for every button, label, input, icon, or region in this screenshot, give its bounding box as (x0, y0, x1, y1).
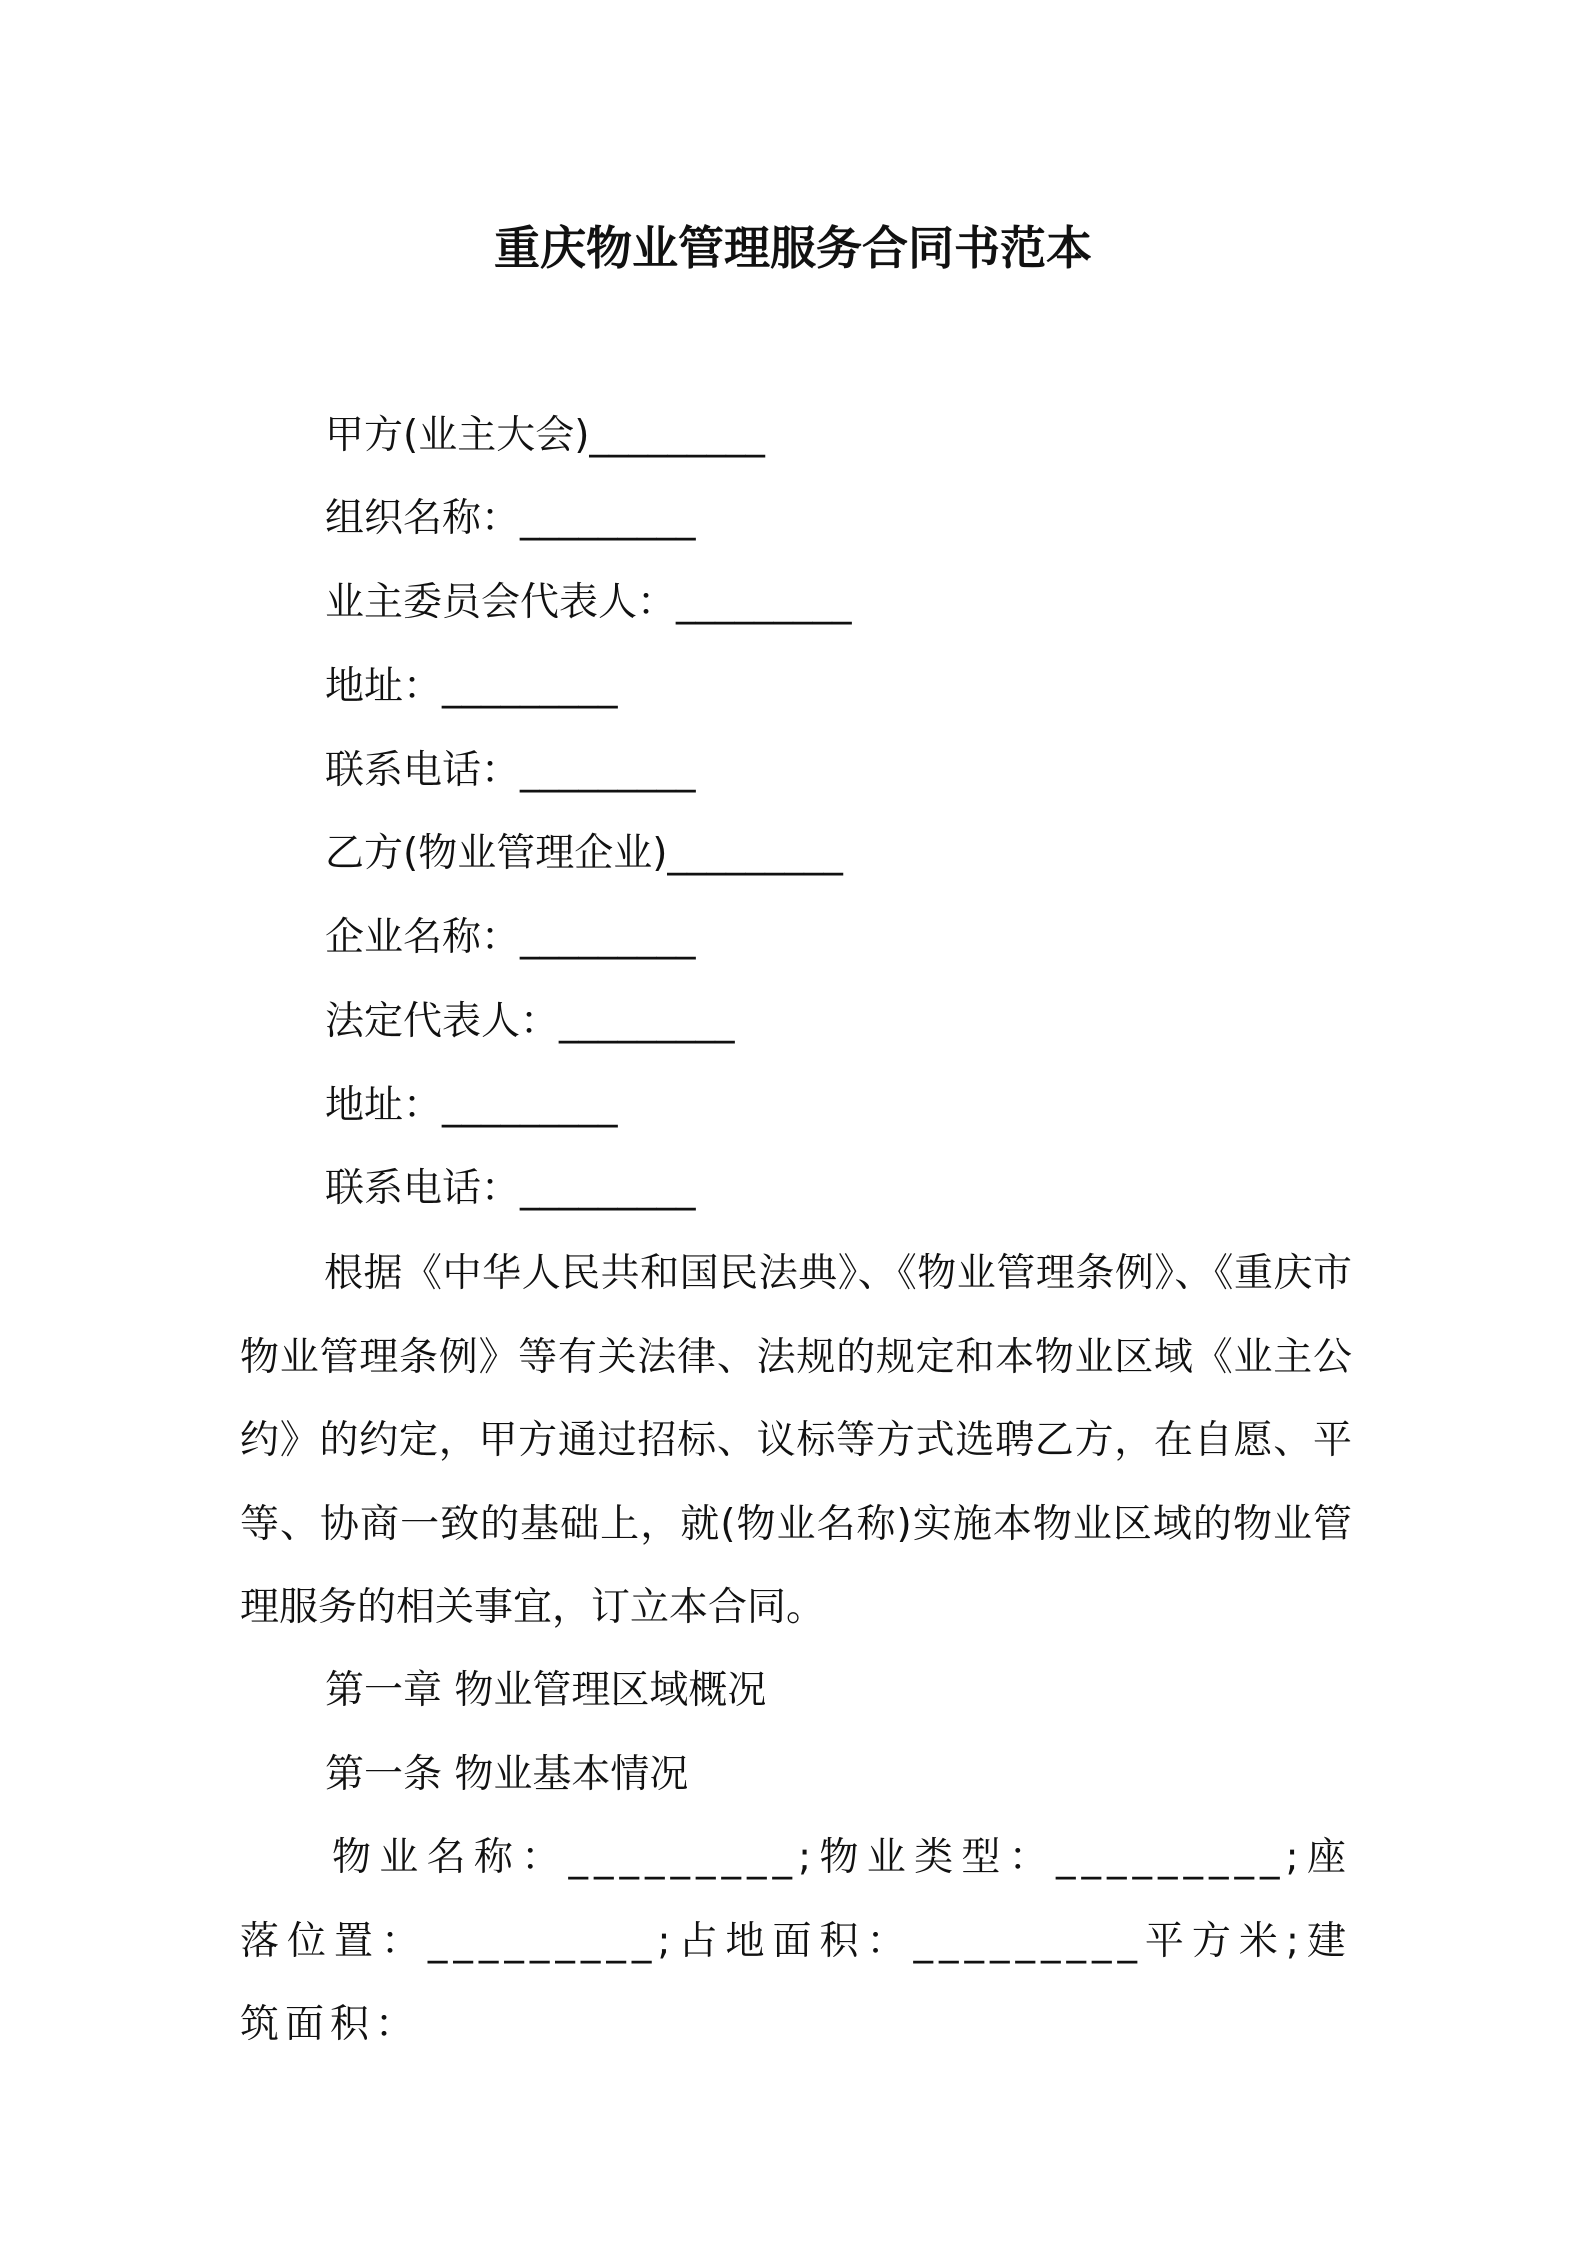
party-a-representative: 业主委员会代表人：_________ (325, 580, 852, 625)
chapter-1-heading: 第一章 物业管理区域概况 (325, 1668, 767, 1713)
party-b-address: 地址：_________ (325, 1083, 618, 1128)
party-b-legal-rep: 法定代表人：_________ (325, 999, 735, 1044)
party-b-phone: 联系电话：_________ (325, 1166, 696, 1211)
document-title: 重庆物业管理服务合同书范本 (494, 221, 1092, 275)
party-a-org-name: 组织名称：_________ (325, 496, 696, 541)
property-info-paragraph: 物业名称：_________;物业类型：_________;座落位置：_________;占地面积：_________平方米;建筑面积： (240, 1835, 1352, 2047)
party-b-heading: 乙方(物业管理企业)_________ (325, 831, 843, 876)
preamble-paragraph: 根据《中华人民共和国民法典》、《物业管理条例》、《重庆市物业管理条例》等有关法律、法规的规定和本物业区域《业主公约》的约定，甲方通过招标、议标等方式选聘乙方，在自愿、平等、协商一致的基础上，就(物业名称)实施本物业区域的物业管理服务的相关事宜，订立本合同。 (240, 1251, 1352, 1630)
party-a-address: 地址：_________ (325, 664, 618, 709)
party-b-company-name: 企业名称：_________ (325, 915, 696, 960)
article-1-heading: 第一条 物业基本情况 (325, 1752, 689, 1797)
party-a-heading: 甲方(业主大会)_________ (325, 413, 765, 458)
party-a-phone: 联系电话：_________ (325, 748, 696, 793)
